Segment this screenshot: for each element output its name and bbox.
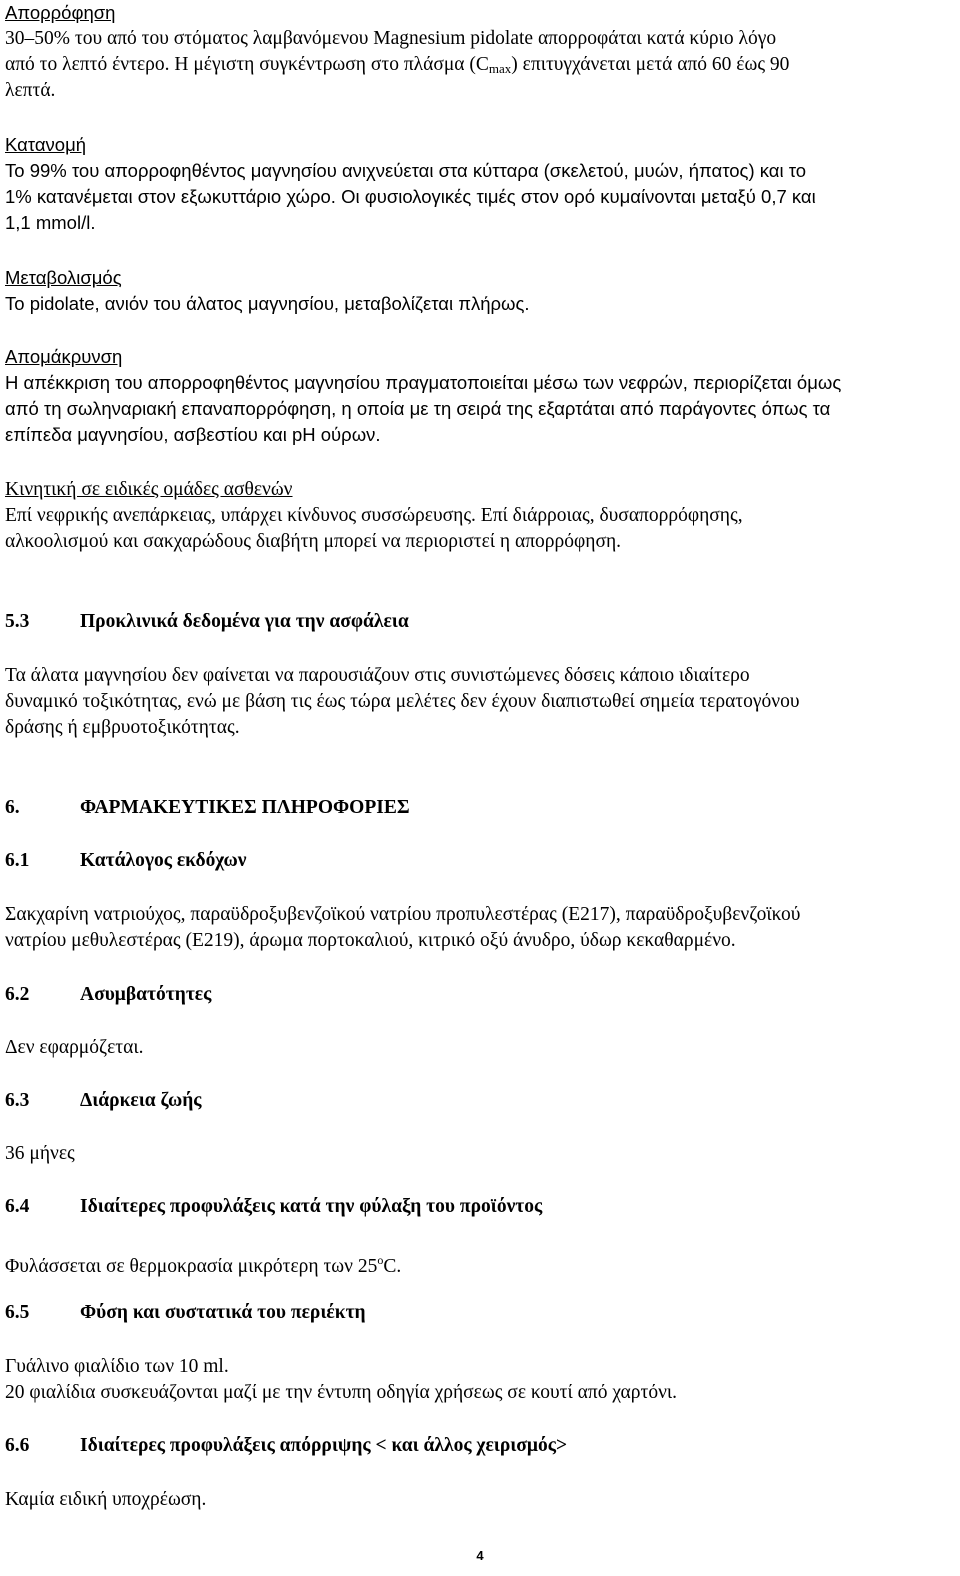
storage-text: Φυλάσσεται σε θερμοκρασία μικρότερη των 25	[5, 1256, 378, 1277]
section-title: Φύση και συστατικά του περιέκτη	[80, 1302, 366, 1323]
elimination-line-2: από τη σωληναριακή επαναπορρόφηση, η οποία με τη σειρά της εξαρτάται από παράγοντες όπως τα	[5, 398, 831, 419]
section-title: Κατάλογος εκδόχων	[80, 850, 247, 871]
section-6-6-line-1: Καμία ειδική υποχρέωση.	[5, 1489, 207, 1510]
section-number: 6.2	[5, 984, 30, 1005]
section-6-1-line-2: νατρίου μεθυλεστέρας (Ε219), άρωμα πορτοκαλιού, κιτρικό οξύ άνυδρο, ύδωρ κεκαθαρμένο.	[5, 930, 736, 951]
section-number: 6.3	[5, 1090, 30, 1111]
special-populations-line-1: Επί νεφρικής ανεπάρκειας, υπάρχει κίνδυνος συσσώρευσης. Επί διάρροιας, δυσαπορρόφησης,	[5, 505, 743, 526]
elimination-heading: Απομάκρυνση	[5, 346, 123, 367]
section-number: 6.	[5, 797, 20, 818]
section-6-4-line-1	[5, 1247, 401, 1280]
section-6-3-line-1: 36 μήνες	[5, 1143, 75, 1164]
distribution-line-3: 1,1 mmol/l.	[5, 212, 96, 233]
section-title: Ασυμβατότητες	[80, 984, 212, 1005]
special-populations-heading: Κινητική σε ειδικές ομάδες ασθενών	[5, 479, 293, 500]
absorption-line-2	[5, 52, 789, 82]
section-title: Διάρκεια ζωής	[80, 1090, 202, 1111]
section-5-3-line-2: δυναμικό τοξικότητας, ενώ με βάση τις έως τώρα μελέτες δεν έχουν διαπιστωθεί σημεία τερατογόνου	[5, 691, 800, 712]
section-number: 5.3	[5, 611, 30, 632]
metabolism-heading: Μεταβολισμός	[5, 267, 122, 288]
section-title: Ιδιαίτερες προφυλάξεις κατά την φύλαξη του προϊόντος	[80, 1196, 543, 1217]
elimination-line-3: επίπεδα μαγνησίου, ασβεστίου και pH ούρων.	[5, 424, 381, 445]
distribution-line-1: Το 99% του απορροφηθέντος μαγνησίου ανιχνεύεται στα κύτταρα (σκελετού, μυών, ήπατος) και το	[5, 160, 807, 181]
metabolism-line-1: Το pidolate, ανιόν του άλατος μαγνησίου, μεταβολίζεται πλήρως.	[5, 293, 530, 314]
absorption-line-1: 30–50% του από του στόματος λαμβανόμενου Magnesium pidolate απορροφάται κατά κύριο λόγο	[5, 28, 777, 49]
special-populations-line-2: αλκοολισμού και σακχαρώδους διαβήτη μπορεί να περιοριστεί η απορρόφηση.	[5, 531, 622, 552]
elimination-line-1: Η απέκκριση του απορροφηθέντος μαγνησίου πραγματοποιείται μέσω των νεφρών, περιορίζεται όμως	[5, 372, 842, 393]
absorption-line-2-end: ) επιτυγχάνεται μετά από 60 έως 90	[511, 54, 790, 75]
section-number: 6.4	[5, 1196, 30, 1217]
absorption-heading: Απορρόφηση	[5, 2, 116, 23]
section-5-3-line-3: δράσης ή εμβρυοτοξικότητας.	[5, 717, 240, 738]
distribution-line-2: 1% κατανέμεται στον εξωκυττάριο χώρο. Οι φυσιολογικές τιμές στον ορό κυμαίνονται μεταξύ 0,7 και	[5, 186, 816, 207]
section-6-1-line-1: Σακχαρίνη νατριούχος, παραϋδροξυβενζοϊκού νατρίου προπυλεστέρας (Ε217), παραϋδροξυβενζοϊκού	[5, 904, 801, 925]
distribution-heading: Κατανομή	[5, 134, 87, 155]
section-title: ΦΑΡΜΑΚΕΥΤΙΚΕΣ ΠΛΗΡΟΦΟΡΙΕΣ	[80, 797, 410, 818]
degree-superscript: o	[377, 1253, 384, 1267]
section-6-2-line-1: Δεν εφαρμόζεται.	[5, 1037, 144, 1058]
section-number: 6.1	[5, 850, 30, 871]
section-6-5-line-2: 20 φιαλίδια συσκευάζονται μαζί με την έντυπη οδηγία χρήσεως σε κουτί από χαρτόνι.	[5, 1382, 678, 1403]
section-6-5-line-1: Γυάλινο φιαλίδιο των 10 ml.	[5, 1356, 229, 1377]
section-5-3-line-1: Τα άλατα μαγνησίου δεν φαίνεται να παρουσιάζουν στις συνιστώμενες δόσεις κάποιο ιδιαίτερο	[5, 665, 750, 686]
cmax-subscript: max	[488, 61, 512, 76]
section-title: Ιδιαίτερες προφυλάξεις απόρριψης < και άλλος χειρισμός>	[80, 1435, 568, 1456]
section-number: 6.6	[5, 1435, 30, 1456]
absorption-line-3: λεπτά.	[5, 80, 56, 101]
section-number: 6.5	[5, 1302, 30, 1323]
storage-unit: C.	[383, 1256, 402, 1277]
absorption-line-2-text: από το λεπτό έντερο. Η μέγιστη συγκέντρωση στο πλάσμα (C	[5, 54, 489, 75]
section-title: Προκλινικά δεδομένα για την ασφάλεια	[80, 611, 409, 632]
page-number: 4	[476, 1548, 484, 1563]
